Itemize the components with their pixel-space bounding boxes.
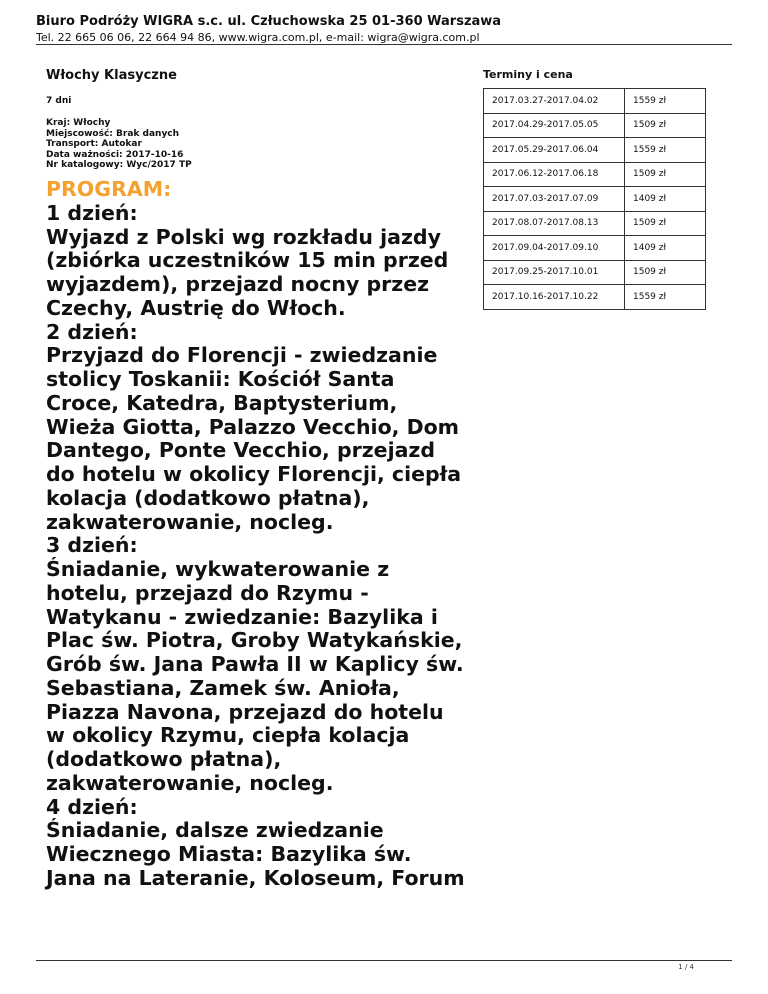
program-line: 3 dzień: — [46, 533, 138, 558]
program-line: Sebastiana, Zamek św. Anioła, — [46, 675, 400, 700]
program-line: Czechy, Austrię do Włoch. — [46, 295, 346, 320]
program-line: zakwaterowanie, nocleg. — [46, 770, 334, 795]
program-line: 1 dzień: — [46, 200, 138, 225]
program-line: wyjazdem), przejazd nocny przez — [46, 272, 430, 296]
program-line: (dodatkowo płatna), — [46, 747, 282, 771]
term-price: 1509 zł — [625, 211, 706, 236]
term-dates: 2017.09.25-2017.10.01 — [484, 260, 625, 285]
info-location: Miejscowość: Brak danych — [46, 128, 180, 139]
term-dates: 2017.10.16-2017.10.22 — [484, 285, 625, 310]
program-line: 4 dzień: — [46, 794, 138, 819]
term-price: 1509 zł — [625, 113, 706, 138]
info-transport: Transport: Autokar — [46, 139, 142, 149]
program-heading: PROGRAM: — [46, 177, 172, 201]
program-line: Dantego, Ponte Vecchio, przejazd — [46, 438, 436, 463]
program-line: kolacja (dodatkowo płatna), — [46, 485, 370, 510]
program-section — [46, 178, 481, 891]
term-dates: 2017.06.12-2017.06.18 — [484, 162, 625, 187]
term-price: 1509 zł — [625, 162, 706, 187]
term-dates: 2017.04.29-2017.05.05 — [484, 113, 625, 138]
terms-section — [483, 68, 706, 310]
company-name: Biuro Podróży WIGRA s.c. ul. Człuchowska 25 01-360 Warszawa — [36, 14, 502, 29]
term-price: 1509 zł — [625, 260, 706, 285]
program-line: Grób św. Jana Pawła II w Kaplicy św. — [46, 652, 464, 676]
table-row — [484, 211, 706, 236]
page-number: 1 / 4 — [678, 963, 694, 971]
term-price: 1559 zł — [625, 285, 706, 310]
table-row — [484, 138, 706, 163]
table-row — [484, 187, 706, 212]
program-line: hotelu, przejazd do Rzymu - — [46, 580, 369, 605]
tour-details — [46, 68, 471, 171]
term-dates: 2017.03.27-2017.04.02 — [484, 89, 625, 114]
program-line: Śniadanie, wykwaterowanie z — [46, 557, 390, 581]
program-line: do hotelu w okolicy Florencji, ciepła — [46, 462, 462, 486]
term-dates: 2017.08.07-2017.08.13 — [484, 211, 625, 236]
term-price: 1559 zł — [625, 138, 706, 163]
info-catalog-number: Nr katalogowy: Wyc/2017 TP — [46, 160, 192, 170]
program-line: w okolicy Rzymu, ciepła kolacja — [46, 723, 410, 748]
program-line: Piazza Navona, przejazd do hotelu — [46, 699, 444, 724]
program-line: Croce, Katedra, Baptysterium, — [46, 390, 398, 415]
terms-table — [483, 88, 706, 310]
program-line: Przyjazd do Florencji - zwiedzanie — [46, 343, 438, 368]
program-line: 2 dzień: — [46, 319, 138, 344]
table-row — [484, 236, 706, 261]
table-row — [484, 260, 706, 285]
term-price: 1409 zł — [625, 187, 706, 212]
table-row — [484, 89, 706, 114]
program-line: Wiecznego Miasta: Bazylika św. — [46, 842, 412, 866]
program-line: Plac św. Piotra, Groby Watykańskie, — [46, 628, 463, 653]
tour-title: Włochy Klasyczne — [46, 68, 177, 83]
program-line: Wyjazd z Polski wg rozkładu jazdy — [46, 224, 441, 249]
term-dates: 2017.05.29-2017.06.04 — [484, 138, 625, 163]
table-row — [484, 285, 706, 310]
table-row — [484, 113, 706, 138]
program-text — [46, 202, 481, 891]
company-contact: Tel. 22 665 06 06, 22 664 94 86, www.wigra.com.pl, e-mail: wigra@wigra.com.pl — [36, 31, 480, 44]
term-price: 1409 zł — [625, 236, 706, 261]
program-line: (zbiórka uczestników 15 min przed — [46, 248, 449, 273]
term-dates: 2017.09.04-2017.09.10 — [484, 236, 625, 261]
info-country: Kraj: Włochy — [46, 118, 111, 128]
terms-heading: Terminy i cena — [483, 68, 573, 81]
program-line: Jana na Lateranie, Koloseum, Forum — [46, 865, 465, 890]
term-dates: 2017.07.03-2017.07.09 — [484, 187, 625, 212]
page-header — [36, 14, 732, 45]
table-row — [484, 162, 706, 187]
tour-duration: 7 dni — [46, 96, 72, 106]
program-line: stolicy Toskanii: Kościół Santa — [46, 367, 395, 391]
term-price: 1559 zł — [625, 89, 706, 114]
program-line: zakwaterowanie, nocleg. — [46, 509, 334, 534]
program-line: Watykanu - zwiedzanie: Bazylika i — [46, 604, 438, 629]
program-line: Wieża Giotta, Palazzo Vecchio, Dom — [46, 414, 460, 439]
tour-info — [46, 118, 471, 171]
footer-divider — [36, 960, 732, 961]
header-divider — [36, 44, 732, 45]
program-line: Śniadanie, dalsze zwiedzanie — [46, 818, 384, 843]
info-validity: Data ważności: 2017-10-16 — [46, 149, 184, 160]
